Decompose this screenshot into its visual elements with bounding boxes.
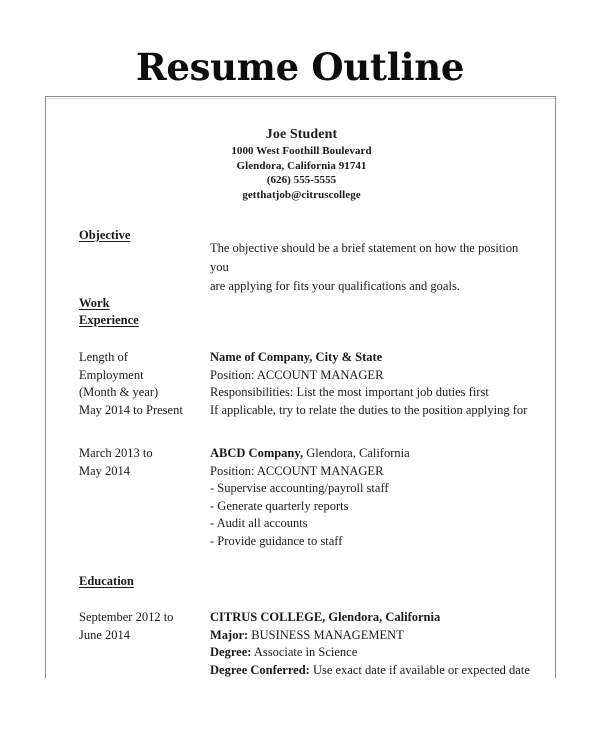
work-entry-1-detail-line: Responsibilities: List the most important job duties first xyxy=(210,385,489,399)
work-entry-1-detail-line: If applicable, try to relate the duties to the position applying for xyxy=(210,402,528,417)
work-entry-2-detail-line: Position: ACCOUNT MANAGER xyxy=(210,463,384,478)
education-entry-date-line: June 2014 xyxy=(79,627,131,642)
work-entry-2-company-bold: ABCD Company, xyxy=(210,446,304,460)
objective-line-1: The objective should be a brief statement on how the position you xyxy=(210,241,519,274)
objective-body xyxy=(210,239,540,296)
work-entry-2-dates xyxy=(79,445,209,480)
work-entry-2-company-rest: Glendora, California xyxy=(303,446,410,460)
work-entry-2-details xyxy=(210,445,550,550)
education-school: CITRUS COLLEGE, Glendora, California xyxy=(210,610,441,624)
work-entry-2-bullet: - Provide guidance to staff xyxy=(210,533,343,548)
education-detail-row xyxy=(210,627,550,645)
work-entry-2-bullet: - Supervise accounting/payroll staff xyxy=(210,481,389,495)
resume-document-frame xyxy=(45,96,556,678)
work-experience-heading-line-2: Experience xyxy=(79,313,139,327)
work-experience-heading-line-1: Work xyxy=(79,296,110,310)
education-heading-label: Education xyxy=(79,574,134,588)
work-entry-1-company-bold: Name of Company, City & State xyxy=(210,350,383,364)
education-degree-conferred-label: Degree Conferred: xyxy=(210,662,310,677)
objective-line-2: are applying for fits your qualifications and goals. xyxy=(210,279,460,293)
objective-heading xyxy=(79,227,130,244)
applicant-name: Joe Student xyxy=(265,127,338,142)
work-entry-1-details xyxy=(210,349,550,419)
work-entry-1-detail-line: Position: ACCOUNT MANAGER xyxy=(210,367,384,382)
work-experience-heading xyxy=(79,295,139,329)
work-entry-2-bullet: - Audit all accounts xyxy=(210,516,308,530)
contact-address: 1000 West Foothill Boulevard xyxy=(231,145,372,157)
work-entry-1-date-line: Employment xyxy=(79,367,144,382)
work-entry-2-date-line: May 2014 xyxy=(79,463,131,478)
education-degree-label: Degree: xyxy=(210,645,252,659)
education-major-label: Major: xyxy=(210,627,249,642)
contact-city-state-zip: Glendora, California 91741 xyxy=(236,159,367,172)
work-entry-1-date-line: Length of xyxy=(79,350,128,364)
work-entry-1-date-line: (Month & year) xyxy=(79,385,159,399)
education-detail-row xyxy=(210,644,550,662)
work-entry-1-dates xyxy=(79,349,209,419)
education-entry-dates xyxy=(79,609,209,644)
contact-phone: (626) 555-5555 xyxy=(266,174,337,186)
education-entry-details xyxy=(210,609,550,678)
page-title: Resume Outline xyxy=(135,45,465,89)
work-entry-1-company xyxy=(210,349,550,367)
education-detail-row xyxy=(210,662,550,679)
education-entry-date-line: September 2012 to xyxy=(79,610,174,624)
education-heading xyxy=(79,573,134,590)
work-entry-2-bullet: - Generate quarterly reports xyxy=(210,498,349,513)
contact-header xyxy=(46,125,556,202)
education-degree-conferred-value: Use exact date if available or expected date xyxy=(309,662,530,677)
education-degree-value: Associate in Science xyxy=(251,645,358,659)
work-entry-2-date-line: March 2013 to xyxy=(79,446,153,460)
contact-email: getthatjob@citruscollege xyxy=(242,188,361,201)
objective-heading-label: Objective xyxy=(79,228,131,242)
work-entry-2-company xyxy=(210,445,550,463)
education-major-value: BUSINESS MANAGEMENT xyxy=(248,627,404,642)
work-entry-1-date-line: May 2014 to Present xyxy=(79,402,183,417)
